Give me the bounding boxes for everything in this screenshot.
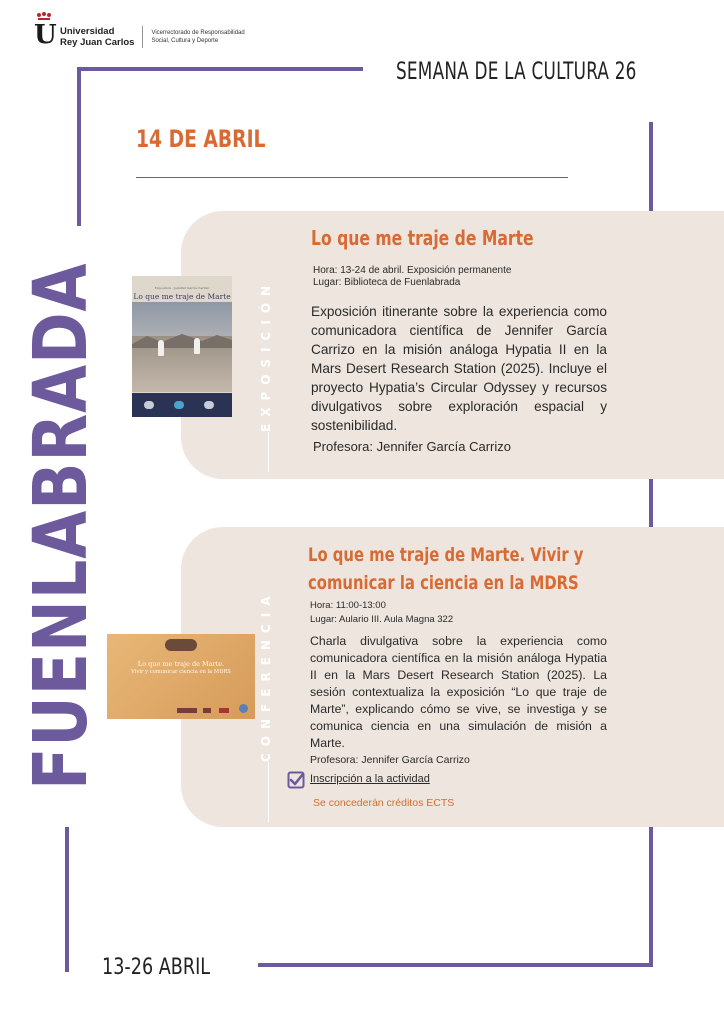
poster-logo-bar bbox=[132, 393, 232, 417]
university-name-line2: Rey Juan Carlos bbox=[60, 37, 135, 48]
event-series-title: SEMANA DE LA CULTURA 26 bbox=[396, 57, 637, 85]
category-divider bbox=[268, 432, 269, 472]
event-description: Exposición itinerante sobre la experiencia como comunicadora científica de Jennifer García Carrizo en la misión análoga Hypatia II en la Mars Desert Research Station (2025). Incluye el proyecto Hypatia’s Circular Odyssey y recursos divulgativos sobre exploración espacial y sostenibilidad. bbox=[311, 304, 607, 433]
event-title: Lo que me traje de Marte bbox=[311, 226, 534, 250]
event-description: Charla divulgativa sobre la experiencia como comunicadora científica en la misión análoga Hypatia II en la Mars Desert Research Station (2025). La sesión contextualiza la exposición “Lo que traje de Marte”, explicando cómo se vive, se investiga y se comunica ciencia en una simulación de misión a Marte. bbox=[310, 634, 607, 750]
category-label-exhibition: EXPOSICIÓN bbox=[259, 278, 273, 432]
city-vertical-title: FUENLABRADA bbox=[18, 262, 104, 790]
exhibition-poster bbox=[132, 276, 232, 417]
event-title-line2: comunicar la ciencia en la MDRS bbox=[308, 572, 579, 594]
poster-subtitle: Vivir y comunicar ciencia en la MDRS bbox=[131, 669, 231, 675]
frame-line-left-top bbox=[77, 67, 81, 226]
event-hours: Hora: 13-24 de abril. Exposición permanente bbox=[313, 265, 512, 276]
urjc-crest-icon: U bbox=[34, 12, 54, 48]
event-title bbox=[308, 541, 583, 597]
event-place: Lugar: Aulario III. Aula Magna 322 bbox=[310, 614, 454, 625]
signup-link[interactable]: Inscripción a la actividad bbox=[310, 773, 430, 785]
date-underline bbox=[136, 177, 568, 178]
hypatia-badge-icon bbox=[165, 639, 197, 651]
category-label-conference: CONFERENCIA bbox=[259, 589, 273, 762]
ects-credits-note: Se concederán créditos ECTS bbox=[313, 797, 455, 809]
university-logo bbox=[34, 12, 245, 48]
poster-logo bbox=[219, 708, 229, 713]
poster-title: Lo que me traje de Marte bbox=[133, 292, 231, 301]
vice-rectorate bbox=[151, 29, 244, 45]
checkbox-icon[interactable] bbox=[287, 771, 305, 789]
conference-poster bbox=[107, 634, 255, 719]
vice-rectorate-line1: Vicerrectorado de Responsabilidad bbox=[151, 30, 245, 36]
poster-logo bbox=[203, 708, 211, 713]
astronaut-figure bbox=[158, 340, 164, 356]
event-place: Lugar: Biblioteca de Fuenlabrada bbox=[313, 277, 461, 288]
poster-title: Lo que me traje de Marte. bbox=[137, 660, 225, 668]
frame-line-top bbox=[77, 67, 363, 71]
event-hours: Hora: 11:00-13:00 bbox=[310, 600, 386, 611]
event-title-line1: Lo que me traje de Marte. Vivir y bbox=[308, 544, 584, 566]
astronaut-figure bbox=[194, 338, 200, 354]
frame-line-bottom bbox=[258, 963, 653, 967]
date-range: 13-26 ABRIL bbox=[102, 955, 211, 980]
university-name bbox=[60, 26, 134, 48]
poster-logo bbox=[177, 708, 197, 713]
poster-kicker: Exposición · Jennifer García Carrizo bbox=[154, 286, 210, 290]
event-professor: Profesora: Jennifer García Carrizo bbox=[313, 439, 511, 454]
poster-logo bbox=[239, 704, 248, 713]
university-name-line1: Universidad bbox=[60, 26, 115, 37]
frame-line-left-bottom bbox=[65, 827, 69, 972]
logo-divider bbox=[142, 26, 143, 48]
day-title: 14 DE ABRIL bbox=[136, 125, 266, 153]
vice-rectorate-line2: Social, Cultura y Deporte bbox=[151, 38, 219, 44]
category-divider bbox=[268, 762, 269, 822]
event-professor: Profesora: Jennifer García Carrizo bbox=[310, 754, 470, 766]
